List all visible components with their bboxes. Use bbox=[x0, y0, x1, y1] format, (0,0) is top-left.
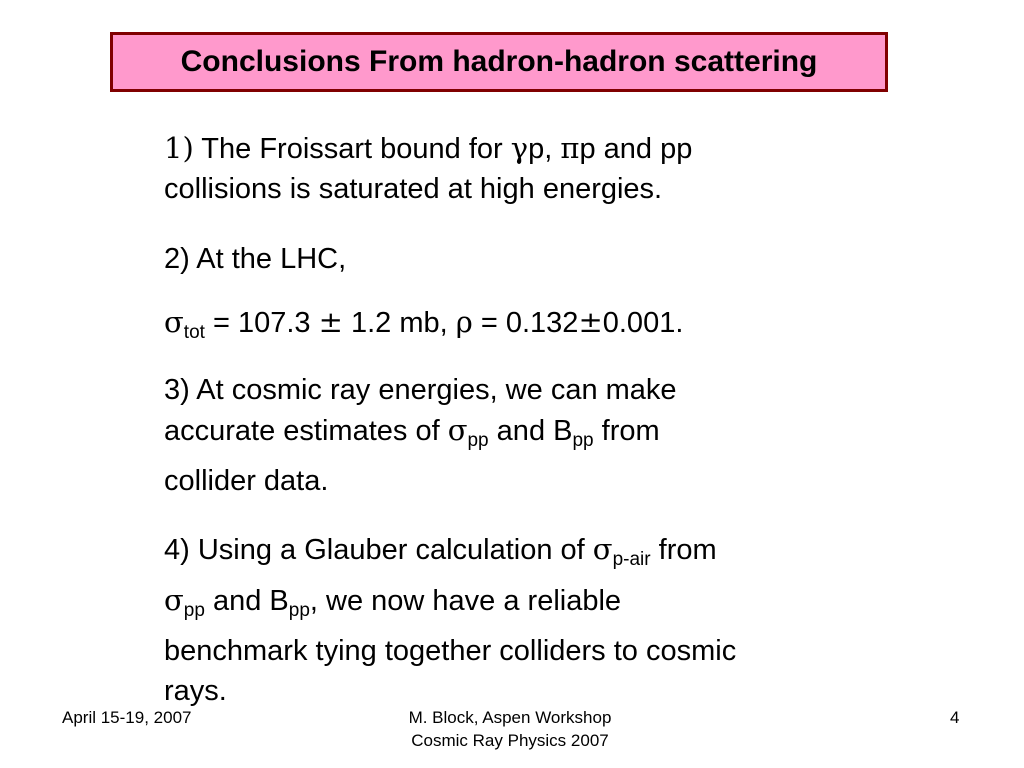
footer-date: April 15-19, 2007 bbox=[62, 708, 192, 727]
conclusion-4-line-3: benchmark tying together colliders to cosmic bbox=[164, 635, 737, 667]
subscript: pp bbox=[572, 430, 594, 451]
plus-minus-symbol: ± bbox=[578, 305, 603, 339]
footer-author-line-1: M. Block, Aspen Workshop bbox=[408, 708, 612, 727]
slide-title-box bbox=[110, 32, 888, 92]
text-run: The Froissart bound for bbox=[193, 133, 511, 165]
text-run: = 0.132 bbox=[472, 307, 579, 339]
text-run: accurate estimates of bbox=[164, 415, 448, 447]
page-number: 4 bbox=[950, 708, 960, 727]
subscript: p-air bbox=[612, 549, 651, 570]
item-number: 1) bbox=[164, 131, 194, 165]
rho-symbol: ρ bbox=[455, 305, 473, 339]
text-run: from bbox=[650, 534, 717, 566]
slide-title: Conclusions From hadron-hadron scattering bbox=[180, 45, 818, 78]
sigma-symbol: σ bbox=[164, 583, 184, 617]
text-run: from bbox=[593, 415, 660, 447]
gamma-symbol: γ bbox=[510, 131, 529, 165]
text-run: , we now have a reliable bbox=[309, 585, 622, 617]
conclusion-3-line-2 bbox=[164, 410, 677, 461]
subscript: pp bbox=[183, 600, 205, 621]
pi-symbol: π bbox=[560, 131, 580, 165]
text-run: and B bbox=[204, 585, 289, 617]
text-run: = 107.3 bbox=[204, 307, 319, 339]
conclusion-2-heading: 2) At the LHC, bbox=[164, 243, 347, 275]
footer-author bbox=[360, 706, 660, 752]
conclusion-2-values bbox=[164, 302, 683, 353]
text-run: p and pp bbox=[579, 133, 693, 165]
text-run: 4) Using a Glauber calculation of bbox=[164, 534, 593, 566]
text-run: and B bbox=[488, 415, 573, 447]
sigma-symbol: σ bbox=[447, 413, 468, 447]
footer-author-line-2: Cosmic Ray Physics 2007 bbox=[411, 731, 609, 750]
text-run: 0.001. bbox=[602, 307, 684, 339]
conclusion-3-line-3: collider data. bbox=[164, 465, 329, 497]
text-run: p, bbox=[528, 133, 561, 165]
conclusion-4 bbox=[164, 529, 736, 711]
conclusion-1-line-1 bbox=[164, 128, 692, 169]
subscript: pp bbox=[467, 430, 489, 451]
conclusion-1-line-2: collisions is saturated at high energies. bbox=[164, 173, 663, 205]
subscript: pp bbox=[288, 600, 310, 621]
plus-minus-symbol: ± bbox=[318, 305, 343, 339]
sigma-symbol: σ bbox=[592, 532, 613, 566]
conclusion-3-line-1: 3) At cosmic ray energies, we can make bbox=[164, 374, 677, 406]
conclusion-4-line-2 bbox=[164, 580, 736, 631]
text-run: 1.2 mb, bbox=[342, 307, 456, 339]
conclusion-4-line-4: rays. bbox=[164, 675, 227, 707]
conclusion-3 bbox=[164, 370, 677, 501]
subscript: tot bbox=[183, 322, 205, 343]
conclusion-1 bbox=[164, 128, 692, 209]
sigma-symbol: σ bbox=[164, 305, 184, 339]
conclusion-4-line-1 bbox=[164, 529, 736, 580]
